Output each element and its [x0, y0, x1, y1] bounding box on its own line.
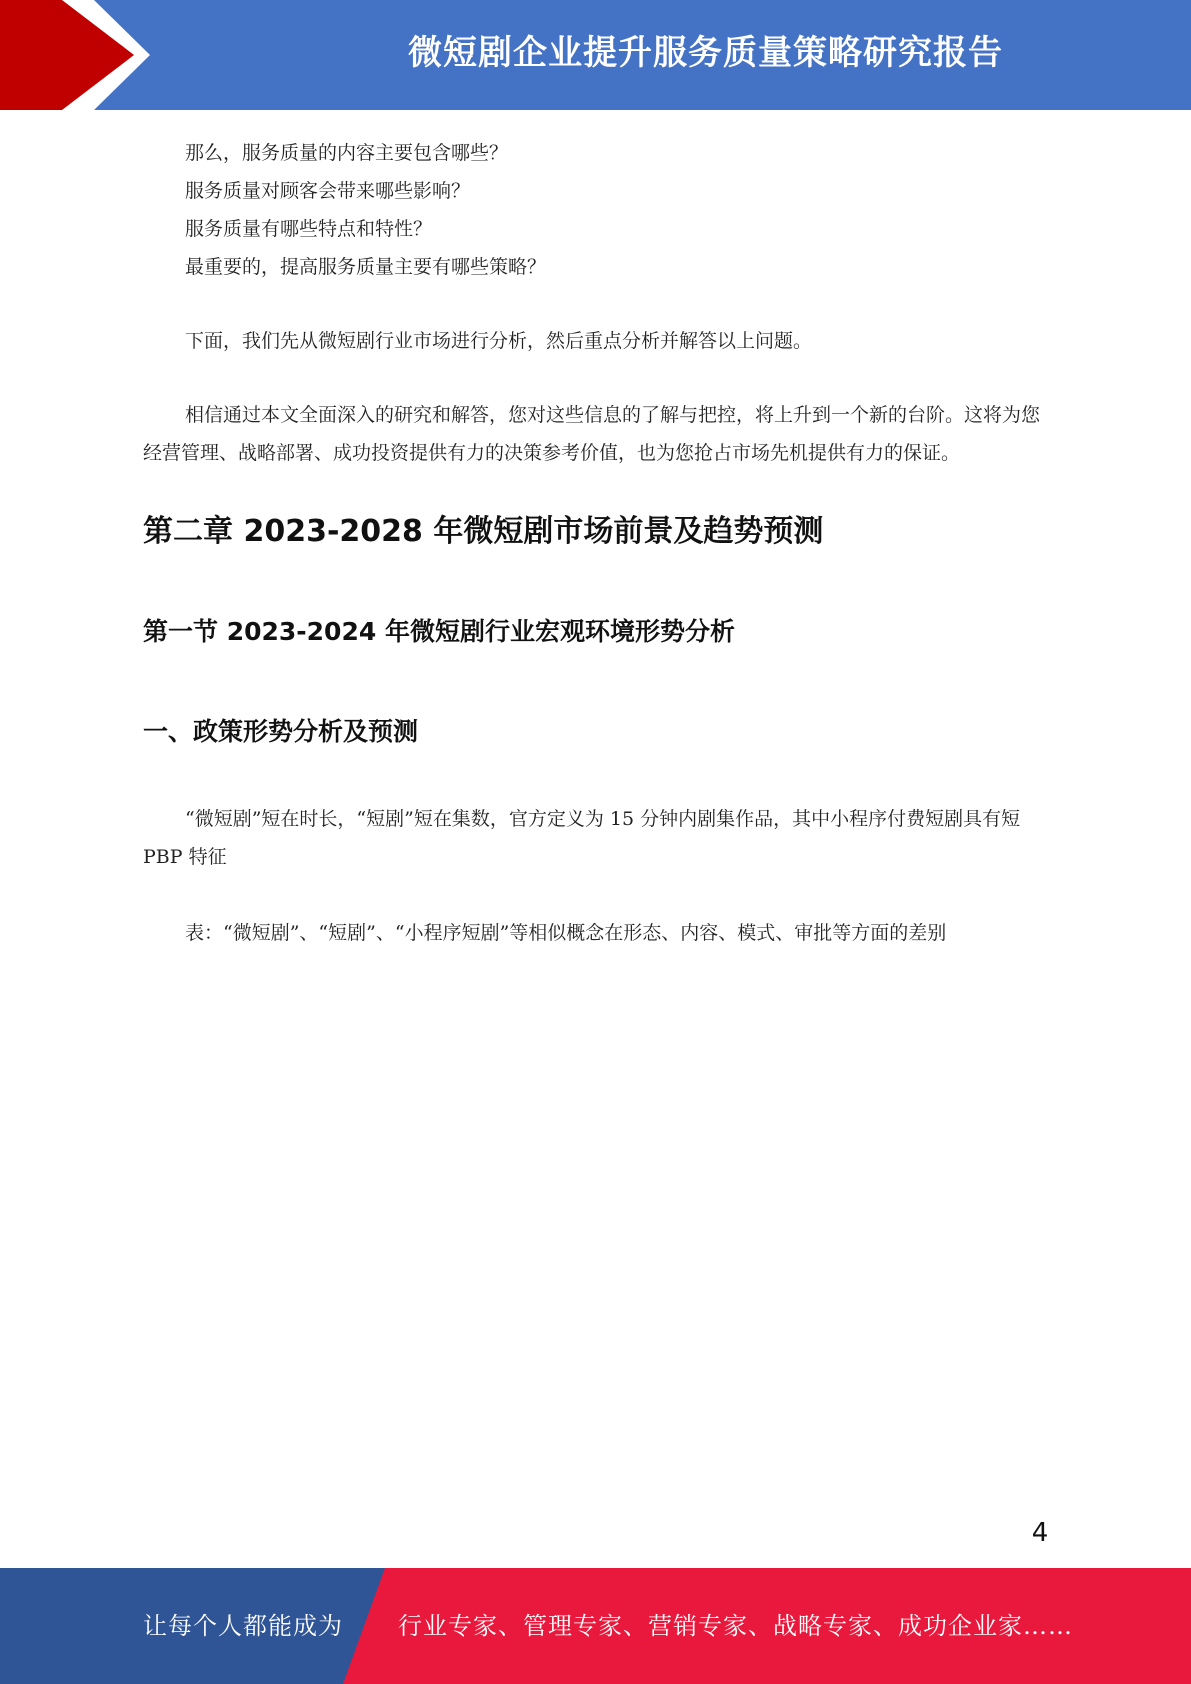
page-number: 4: [1031, 1518, 1049, 1548]
page-header: [0, 0, 1191, 110]
intro-paragraph: 下面，我们先从微短剧行业市场进行分析，然后重点分析并解答以上问题。: [185, 330, 813, 352]
policy-paragraph: “微短剧”短在时长，“短剧”短在集数，官方定义为 15 分钟内剧集作品，其中小程序付费短剧具有短 PBP 特征: [143, 808, 1021, 868]
report-title: 微短剧企业提升服务质量策略研究报告: [408, 33, 1003, 73]
footer-slogan-right: 行业专家、管理专家、营销专家、战略专家、成功企业家……: [398, 1612, 1073, 1640]
question-line: 服务质量对顾客会带来哪些影响？: [185, 180, 471, 202]
header-arrow-decoration: [0, 0, 160, 110]
section-heading: 第一节 2023-2024 年微短剧行业宏观环境形势分析: [143, 617, 735, 646]
question-line: 服务质量有哪些特点和特性？: [185, 218, 433, 240]
footer-slogan-left: 让每个人都能成为: [143, 1612, 343, 1640]
table-caption: 表：“微短剧”、“短剧”、“小程序短剧”等相似概念在形态、内容、模式、审批等方面的差别: [185, 922, 947, 944]
chapter-heading: 第二章 2023-2028 年微短剧市场前景及趋势预测: [143, 514, 824, 549]
subsection-heading: 一、政策形势分析及预测: [143, 717, 419, 746]
question-line: 那么，服务质量的内容主要包含哪些？: [185, 142, 509, 164]
belief-paragraph: 相信通过本文全面深入的研究和解答，您对这些信息的了解与把控，将上升到一个新的台阶。这将为您经营管理、战略部署、成功投资提供有力的决策参考价值，也为您抢占市场先机提供有力的保证。: [143, 404, 1041, 464]
question-line: 最重要的，提高服务质量主要有哪些策略？: [185, 256, 547, 278]
page-footer: [0, 1568, 1191, 1684]
page-content: [143, 134, 1048, 952]
